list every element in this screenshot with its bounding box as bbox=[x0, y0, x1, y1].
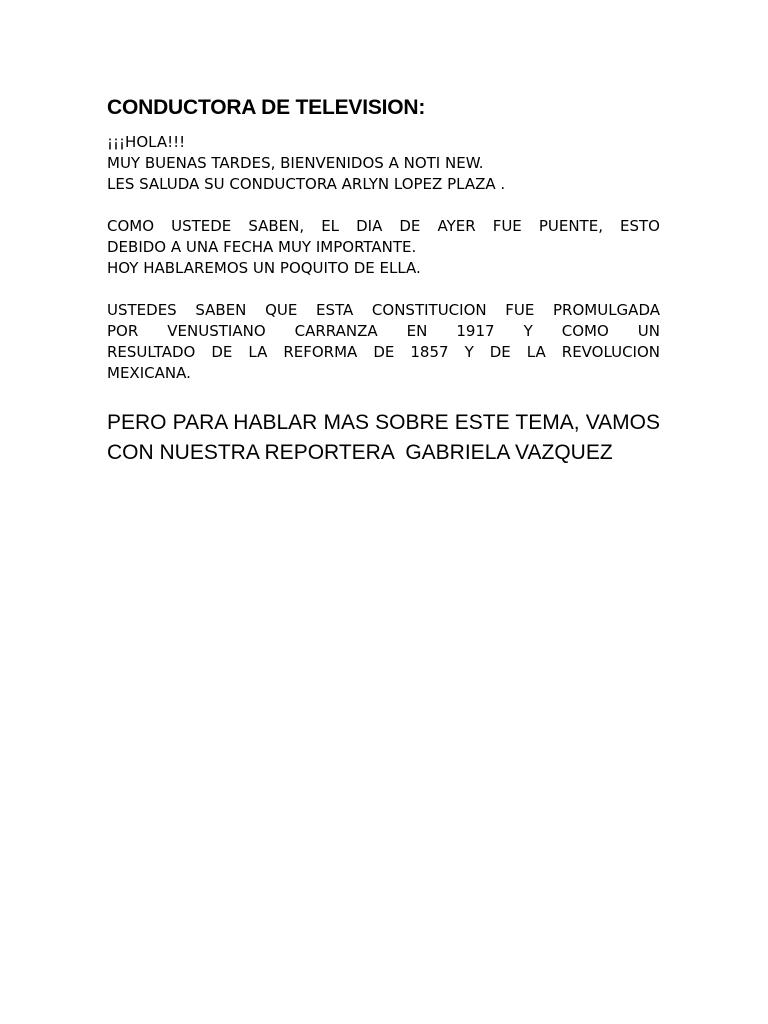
document-page bbox=[107, 93, 660, 468]
paragraph-holiday bbox=[107, 216, 660, 279]
paragraph-line: USTEDES SABEN QUE ESTA CONSTITUCION FUE PROMULGADA bbox=[107, 301, 660, 319]
paragraph-line: POR VENUSTIANO CARRANZA EN 1917 Y COMO UN bbox=[107, 322, 660, 340]
closing-line: CON NUESTRA REPORTERA GABRIELA VAZQUEZ bbox=[107, 441, 613, 464]
paragraph-line: LES SALUDA SU CONDUCTORA ARLYN LOPEZ PLAZA . bbox=[107, 175, 506, 193]
paragraph-line: COMO USTEDE SABEN, EL DIA DE AYER FUE PUENTE, ESTO bbox=[107, 217, 660, 235]
closing-paragraph bbox=[107, 408, 660, 468]
paragraph-line: HOY HABLAREMOS UN POQUITO DE ELLA. bbox=[107, 259, 421, 277]
closing-line: PERO PARA HABLAR MAS SOBRE ESTE TEMA, VAMOS bbox=[107, 411, 660, 434]
paragraph-line: RESULTADO DE LA REFORMA DE 1857 Y DE LA REVOLUCION bbox=[107, 343, 660, 361]
document-title: CONDUCTORA DE TELEVISION: bbox=[107, 96, 426, 119]
paragraph-line: DEBIDO A UNA FECHA MUY IMPORTANTE. bbox=[107, 238, 417, 256]
paragraph-line: MUY BUENAS TARDES, BIENVENIDOS A NOTI NEW. bbox=[107, 154, 484, 172]
paragraph-line: MEXICANA. bbox=[107, 364, 191, 382]
paragraph-line: ¡¡¡HOLA!!! bbox=[107, 133, 186, 151]
paragraph-greeting bbox=[107, 132, 660, 195]
paragraph-constitution bbox=[107, 300, 660, 384]
